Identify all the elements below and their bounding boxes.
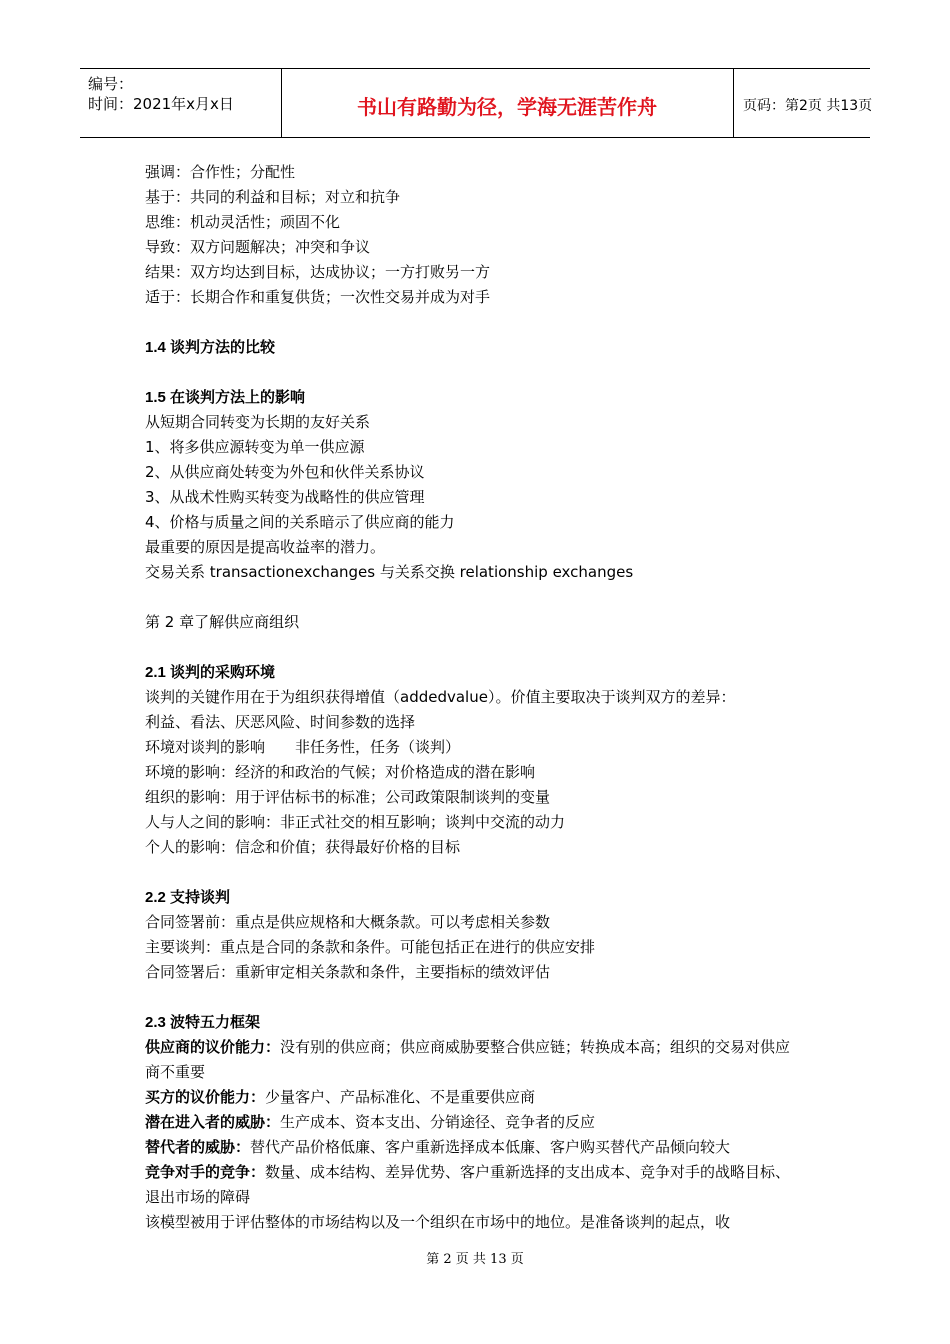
- list-item: 1、将多供应源转变为单一供应源: [145, 438, 365, 456]
- spacer: [145, 635, 805, 660]
- body-line: 结果：双方均达到目标，达成协议；一方打败另一方: [145, 263, 491, 281]
- body-line: 交易关系 transactionexchanges 与关系交换 relationship exchanges: [145, 563, 634, 581]
- header-right-cell: [733, 69, 873, 137]
- body-line: 合同签署后：重新审定相关条款和条件，主要指标的绩效评估: [145, 963, 551, 981]
- force-text: 没有别的供应商；供应商威胁要整合供应链；转换成本高；组织的交易对供应商不重要: [145, 1038, 791, 1081]
- force-item-supplier: [145, 1035, 805, 1085]
- body-line: 组织的影响：用于评估标书的标准；公司政策限制谈判的变量: [145, 788, 551, 806]
- force-text: 少量客户、产品标准化、不是重要供应商: [265, 1088, 536, 1106]
- force-text: 生产成本、资本支出、分销途径、竞争者的反应: [280, 1113, 596, 1131]
- section-heading-2-3: 2.3 波特五力框架: [145, 1014, 261, 1031]
- header-page-label: 页码：第2页 共13页: [743, 98, 873, 114]
- force-item-entrants: [145, 1110, 805, 1135]
- body-line: 基于：共同的利益和目标；对立和抗争: [145, 188, 401, 206]
- body-line: 谈判的关键作用在于为组织获得增值（addedvalue）。价值主要取决于谈判双方的差异：: [145, 688, 736, 706]
- header-left-cell: [80, 69, 282, 137]
- time-label: 时间：2021年x月x日: [88, 95, 234, 113]
- force-label: 买方的议价能力：: [145, 1088, 266, 1106]
- body-line: 强调：合作性；分配性: [145, 163, 296, 181]
- body-line: 主要谈判：重点是合同的条款和条件。可能包括正在进行的供应安排: [145, 938, 596, 956]
- body-line: 该模型被用于评估整体的市场结构以及一个组织在市场中的地位。是准备谈判的起点，收: [145, 1213, 731, 1231]
- list-item: 3、从战术性购买转变为战略性的供应管理: [145, 488, 425, 506]
- body-line: 导致：双方问题解决；冲突和争议: [145, 238, 371, 256]
- header-motto: 书山有路勤为径，学海无涯苦作舟: [357, 95, 657, 119]
- body-line: 最重要的原因是提高收益率的潜力。: [145, 538, 386, 556]
- spacer: [145, 860, 805, 885]
- spacer: [145, 585, 805, 610]
- body-line: 人与人之间的影响：非正式社交的相互影响；谈判中交流的动力: [145, 813, 566, 831]
- force-label: 供应商的议价能力：: [145, 1038, 281, 1056]
- section-heading-2-2: 2.2 支持谈判: [145, 889, 231, 906]
- section-heading-2-1: 2.1 谈判的采购环境: [145, 664, 276, 681]
- list-item: 4、价格与质量之间的关系暗示了供应商的能力: [145, 513, 455, 531]
- body-line: 环境对谈判的影响 非任务性，任务（谈判）: [145, 738, 461, 756]
- document-header: [80, 68, 873, 138]
- force-text: 数量、成本结构、差异优势、客户重新选择的支出成本、竞争对手的战略目标、退出市场的障碍: [145, 1163, 791, 1206]
- force-text: 替代产品价格低廉、客户重新选择成本低廉、客户购买替代产品倾向较大: [250, 1138, 731, 1156]
- number-label: 编号：: [88, 75, 134, 93]
- section-heading-1-5: 1.5 在谈判方法上的影响: [145, 389, 306, 406]
- list-item: 2、从供应商处转变为外包和伙伴关系协议: [145, 463, 425, 481]
- chapter-title: 第 2 章了解供应商组织: [145, 613, 300, 631]
- body-line: 利益、看法、厌恶风险、时间参数的选择: [145, 713, 416, 731]
- force-item-rivalry: [145, 1160, 805, 1210]
- section-heading-1-4: 1.4 谈判方法的比较: [145, 339, 276, 356]
- body-line: 从短期合同转变为长期的友好关系: [145, 413, 371, 431]
- body-line: 个人的影响：信念和价值；获得最好价格的目标: [145, 838, 461, 856]
- spacer: [145, 985, 805, 1010]
- document-body: [145, 160, 805, 1235]
- force-item-substitutes: [145, 1135, 805, 1160]
- body-line: 思维：机动灵活性；顽固不化: [145, 213, 341, 231]
- force-label: 潜在进入者的威胁：: [145, 1113, 281, 1131]
- spacer: [145, 310, 805, 335]
- body-line: 环境的影响：经济的和政治的气候；对价格造成的潜在影响: [145, 763, 536, 781]
- header-middle-cell: [281, 69, 734, 137]
- spacer: [145, 360, 805, 385]
- body-line: 适于：长期合作和重复供货；一次性交易并成为对手: [145, 288, 491, 306]
- force-label: 替代者的威胁：: [145, 1138, 251, 1156]
- page-footer: 第 2 页 共 13 页: [426, 1252, 524, 1267]
- body-line: 合同签署前：重点是供应规格和大概条款。可以考虑相关参数: [145, 913, 551, 931]
- force-label: 竞争对手的竞争：: [145, 1163, 266, 1181]
- force-item-buyer: [145, 1085, 805, 1110]
